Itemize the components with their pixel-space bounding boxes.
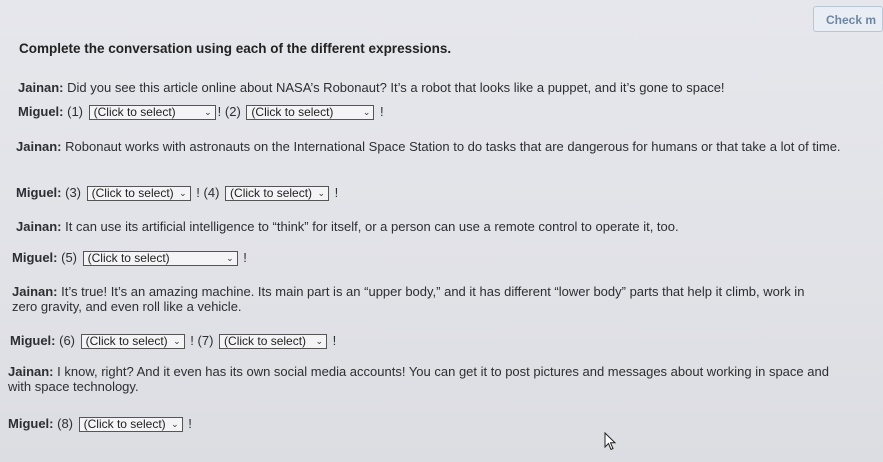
speaker-label: Miguel:: [8, 416, 54, 431]
dialogue-text: It can use its artificial intelligence to “think” for itself, or a person can use a remote control to operate it, too.: [65, 219, 679, 234]
chevron-down-icon: ⌄: [315, 336, 324, 347]
expression-select-7[interactable]: (Click to select) ⌄: [219, 334, 327, 349]
dialogue-line-4: Miguel: (3) (Click to select) ⌄ ! (4) (Click to select) ⌄ !: [16, 185, 339, 201]
speaker-label: Jainan:: [16, 219, 62, 234]
dialogue-text: It’s true! It’s an amazing machine. Its main part is an “upper body,” and it has different “lower body” parts that help it climb, work in zero gravity, and even roll like a vehicle.: [12, 284, 805, 314]
blank-number: (6): [59, 333, 76, 348]
dialogue-line-2: Miguel: (1) (Click to select) ⌄ ! (2) (Click to select) ⌄ !: [18, 104, 384, 120]
expression-select-3[interactable]: (Click to select) ⌄: [87, 186, 191, 201]
blank-number: (7): [197, 333, 214, 348]
instruction-heading: Complete the conversation using each of the different expressions.: [19, 41, 452, 56]
expression-select-4[interactable]: (Click to select) ⌄: [225, 186, 329, 201]
blank-number: (5): [61, 250, 78, 265]
dialogue-line-9: [8, 364, 838, 394]
check-my-work-button[interactable]: Check m: [813, 6, 883, 32]
chevron-down-icon: ⌄: [173, 336, 181, 347]
dialogue-line-5: [16, 219, 679, 234]
chevron-down-icon: ⌄: [317, 188, 326, 199]
expression-select-6[interactable]: (Click to select) ⌄: [81, 334, 185, 349]
dialogue-text: I know, right? And it even has its own social media accounts! You can get it to post pictures and messages about working in space and with space technology.: [8, 364, 829, 394]
dialogue-line-6: Miguel: (5) (Click to select) ⌄ !: [12, 250, 247, 266]
speaker-label: Jainan:: [12, 284, 58, 299]
dialogue-line-8: Miguel: (6) (Click to select) ⌄ ! (7) (Click to select) ⌄ !: [10, 333, 337, 349]
speaker-label: Jainan:: [16, 139, 62, 154]
blank-number: (8): [57, 416, 74, 431]
expression-select-8[interactable]: (Click to select) ⌄: [79, 417, 183, 432]
expression-select-5[interactable]: (Click to select) ⌄: [83, 251, 238, 266]
expression-select-2[interactable]: (Click to select) ⌄: [246, 105, 374, 120]
speaker-label: Jainan:: [8, 364, 54, 379]
dialogue-line-10: Miguel: (8) (Click to select) ⌄ !: [8, 416, 192, 432]
chevron-down-icon: ⌄: [171, 419, 179, 430]
blank-number: (3): [65, 185, 82, 200]
chevron-down-icon: ⌄: [226, 253, 234, 264]
mouse-cursor-icon: [604, 432, 620, 452]
speaker-label: Jainan:: [18, 80, 64, 95]
speaker-label: Miguel:: [18, 104, 64, 119]
dialogue-line-3: [16, 139, 846, 154]
blank-number: (2): [224, 104, 241, 119]
dialogue-line-1: [18, 80, 725, 95]
chevron-down-icon: ⌄: [362, 107, 371, 118]
expression-select-1[interactable]: (Click to select) ⌄: [89, 105, 216, 120]
chevron-down-icon: ⌄: [204, 107, 212, 118]
speaker-label: Miguel:: [16, 185, 62, 200]
blank-number: (1): [67, 104, 84, 119]
dialogue-text: Robonaut works with astronauts on the International Space Station to do tasks that are dangerous for humans or that take a lot of time.: [65, 139, 841, 154]
blank-number: (4): [203, 185, 220, 200]
chevron-down-icon: ⌄: [179, 188, 187, 199]
speaker-label: Miguel:: [10, 333, 56, 348]
dialogue-text: Did you see this article online about NASA’s Robonaut? It’s a robot that looks like a puppet, and it’s gone to space!: [67, 80, 725, 95]
speaker-label: Miguel:: [12, 250, 58, 265]
dialogue-line-7: [12, 284, 822, 314]
